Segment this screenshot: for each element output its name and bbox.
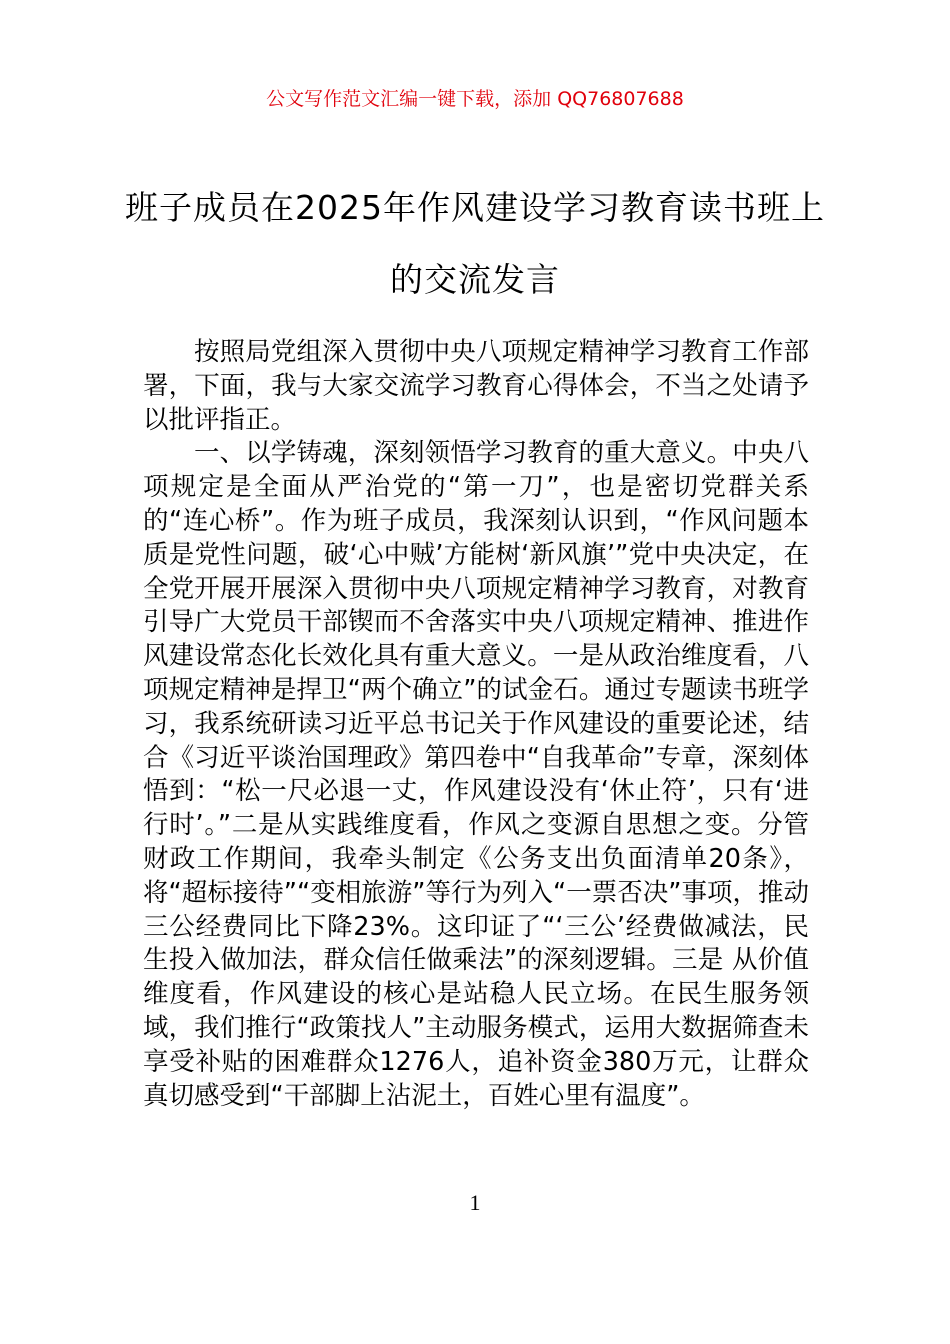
document-title: 班子成员在2025年作风建设学习教育读书班上的交流发言 (125, 188, 825, 299)
paragraph-section-one: 一、以学铸魂，深刻领悟学习教育的重大意义。中央八项规定是全面从严治党的“第一刀”，也是密切党群关系的“连心桥”。作为班子成员，我深刻认识到，“作风问题本质是党性问题，破‘心中贼’方能树‘新风旗’”党中央决定，在全党开展开展深入贯彻中央八项规定精神学习教育，对教育引导广大党员干部锲而不舍落实中央八项规定精神、推进作风建设常态化长效化具有重大意义。一是从政治维度看，八项规定精神是捍卫“两个确立”的试金石。通过专题读书班学习，我系统研读习近平总书记关于作风建设的重要论述，结合《习近平谈治国理政》第四卷中“自我革命”专章，深刻体悟到：“松一尺必退一丈，作风建设没有‘休止符’，只有‘进行时’。”二是从实践维度看，作风之变源自思想之变。分管财政工作期间，我牵头制定《公务支出负面清单20条》，将“超标接待”“变相旅游”等行为列入“一票否决”事项，推动三公经费同比下降23%。这印证了“‘三公’经费做减法，民生投入做加法，群众信任做乘法”的深刻逻辑。三是 从价值维度看，作风建设的核心是站稳人民立场。在民生服务领域，我们推行“政策找人”主动服务模式，运用大数据筛查未享受补贴的困难群众1276人，追补资金380万元，让群众真切感受到“干部脚上沾泥土，百姓心里有温度”。 (143, 438, 809, 1111)
document-body (143, 336, 809, 1113)
page-number: 1 (469, 1190, 481, 1215)
paragraph-intro: 按照局党组深入贯彻中央八项规定精神学习教育工作部署，下面，我与大家交流学习教育心得体会，不当之处请予以批评指正。 (143, 337, 809, 435)
promo-banner: 公文写作范文汇编一键下载，添加 QQ76807688 (266, 88, 684, 110)
